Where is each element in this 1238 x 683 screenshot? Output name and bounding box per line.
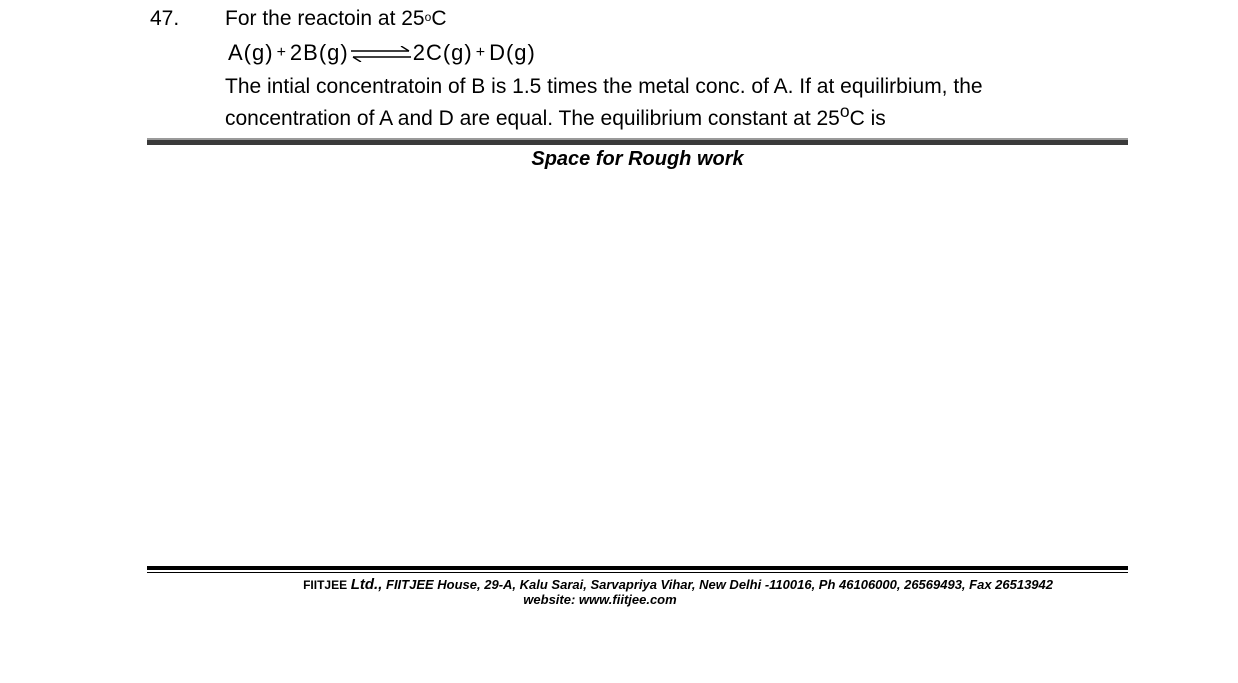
footer-address: FIITJEE House, 29-A, Kalu Sarai, Sarvapriya Vihar, New Delhi -110016, Ph 46106000, 26569493, Fax 26513942 [386, 577, 1053, 592]
footer-brand: FIITJEE [303, 578, 348, 592]
footer-ltd: Ltd., [350, 576, 383, 593]
question-line-4 [225, 99, 886, 131]
question-line-1 [225, 6, 446, 32]
question-line-4-tail: C is [849, 107, 886, 130]
rough-work-label: Space for Rough work [531, 148, 744, 170]
plus-sign: + [276, 44, 287, 61]
footer-divider-thin [147, 572, 1128, 573]
question-line-1-unit: C [431, 7, 447, 30]
divider-top-dark [147, 140, 1128, 145]
reactant-b: 2B(g) [289, 40, 349, 65]
product-c: 2C(g) [412, 40, 473, 65]
degree-symbol: o [839, 101, 850, 121]
question-line-4-text: concentration of A and D are equal. The equilibrium constant at 25 [225, 107, 840, 130]
footer-divider-thick [147, 566, 1128, 570]
product-d: D(g) [489, 40, 536, 65]
question-line-1-text: For the reactoin at 25 [225, 7, 425, 30]
question-number: 47. [150, 7, 180, 30]
reaction-equation [228, 38, 536, 68]
degree-symbol: o [424, 10, 432, 24]
reactant-a: A(g) [228, 40, 274, 65]
equilibrium-arrow-icon [351, 46, 411, 62]
footer-website: website: www.fiitjee.com [523, 592, 677, 607]
question-line-3: The intial concentratoin of B is 1.5 times the metal conc. of A. If at equilirbium, the [225, 75, 983, 98]
plus-sign: + [475, 44, 487, 61]
footer-address-line [147, 577, 1053, 593]
